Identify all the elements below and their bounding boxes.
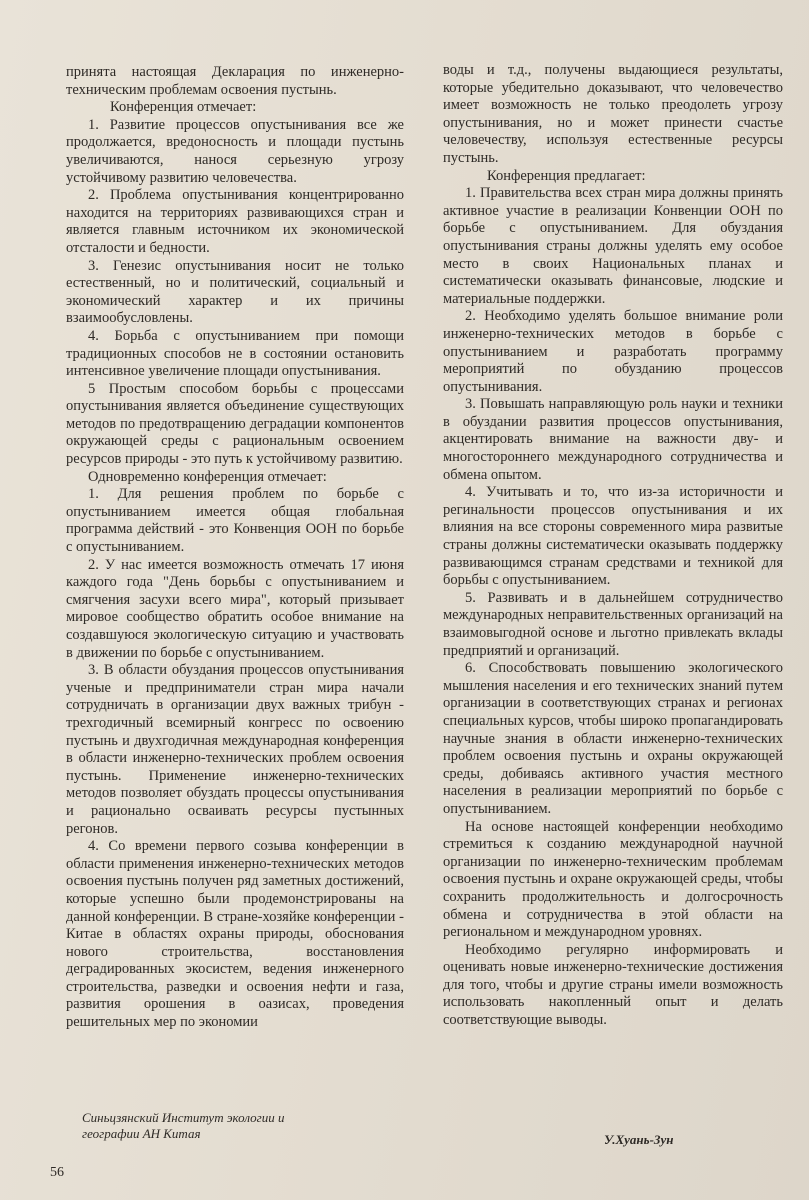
author-affiliation <box>82 1110 382 1142</box>
section-heading: Конференция отмечает: <box>110 99 257 116</box>
section-heading: Конференция предлагает: <box>487 167 646 184</box>
left-text-column <box>66 64 404 1032</box>
paragraph: 1. Для решения проблем по борьбе с опустыниванием имеется общая глобальная программа действий - это Конвенция ООН по борьбе с опустыниванием. <box>66 486 404 556</box>
paragraph: воды и т.д., получены выдающиеся результаты, которые убедительно доказывают, что человечество имеет возможность не только преодолеть угрозу опустынивания, но и может принести счастье человечеству, используя естественные ресурсы пустынь. <box>443 62 783 166</box>
paragraph: Необходимо регулярно информировать и оценивать новые инженерно-технические достижения для того, чтобы и другие страны имели возможность использовать накопленный опыт и делать соответствующие выводы. <box>443 941 783 1029</box>
paragraph: 3. В области обуздания процессов опустынивания ученые и предприниматели стран мира начали сотрудничать в организации двух важных трибун - трехгодичный всемирный конгресс по освоению пустынь и двухгодичная международная конференция в области инженерно-технических проблем освоения пустынь. Применение инженерно-технических методов позволяет обуздать процессы опустынивания и рационально осваивать ресурсы пустынных регонов. <box>66 662 404 837</box>
right-text-column <box>443 62 783 1030</box>
paragraph: 2. Необходимо уделять большое внимание роли инженерно-технических методов в борьбе с опустыниванием и разработать программу мероприятий по обузданию процессов опустынивания. <box>443 308 783 395</box>
paragraph: 5 Простым способом борьбы с процессами опустынивания является объединение существующих методов по предотвращению деградации компонентов окружающей среды с рациональным освоением ресурсов природы - это путь к устойчивому развитию. <box>66 380 404 468</box>
paragraph: 6. Способствовать повышению экологического мышления населения и его технических знаний путем организации в соответствующих странах и регионах специальных курсов, чтобы широко пропагандировать научные знания в области инженерно-технических проблем освоения пустынь и охраны окружающей среды, добиваясь активного участия местного населения в реализации мероприятий по борьбе с опустыниванием. <box>443 660 783 817</box>
paragraph: 3. Повышать направляющую роль науки и техники в обуздании развития процессов опустынивания, акцентировать внимание на важности дву- и многостороннего международного сотрудничества и обмена опытом. <box>443 396 783 483</box>
paragraph: 5. Развивать и в дальнейшем сотрудничество международных неправительственных организаций на взаимовыгодной основе и льготно привлекать вклады предприятий и организаций. <box>443 589 783 659</box>
affiliation-line: географии АН Китая <box>82 1126 201 1141</box>
paragraph: 2. У нас имеется возможность отмечать 17 июня каждого года "День борьбы с опустыниванием и смягчения засухи всего мира", который призывает мировое сообщество обратить особое внимание на создавшуюся экологическую ситуацию и участвовать в движении по борьбе с опустыниванием. <box>66 556 404 661</box>
section-heading: Одновременно конференция отмечает: <box>88 468 327 485</box>
paragraph: 4. Учитывать и то, что из-за историчности и регинальности процессов опустынивания и их влияния на все стороны современного мира развитые страны должны систематически оказывать поддержку развивающимся странам средствами и техникой для борьбы с опустыниванием. <box>443 484 783 589</box>
paragraph: 1. Правительства всех стран мира должны принять активное участие в реализации Конвенции ООН по борьбе с опустыниванием. Для обуздания опустынивания страны должны уделять ему особое место в своих Национальных планах и систематически оказывать финансовые, людские и материальные поддержки. <box>443 185 783 307</box>
paragraph: На основе настоящей конференции необходимо стремиться к созданию международной научной организации по инженерно-техническим проблемам освоения пустынь и охране окружающей среды, чтобы сохранить продолжительность и долгосрочность обмена и сотрудничества в этой области на региональном и международном уровнях. <box>443 818 783 941</box>
paragraph: 2. Проблема опустынивания концентрированно находится на территориях развивающихся стран и является главным источником их экономической отсталости и бедности. <box>66 187 404 256</box>
page-number: 56 <box>50 1165 64 1180</box>
paragraph: 4. Борьба с опустыниванием при помощи традиционных способов не в состоянии остановить интенсивное увеличение площади опустынивания. <box>66 327 404 380</box>
paragraph: 4. Со времени первого созыва конференции в области применения инженерно-технических методов освоения пустынь получен ряд заметных достижений, которые успешно были продемонстрированы на данной конференции. В стране-хозяйке конференции - Китае в областях охраны природы, обоснования нового строительства, восстановления деградированных экосистем, ведения инженерного строительства, разведки и освоения нефти и газа, развития орошения в оазисах, проведения решительных мер по экономии <box>66 838 404 1031</box>
paragraph: 3. Генезис опустынивания носит не только естественный, но и политический, социальный и экономический характер и их причины взаимообусловлены. <box>66 257 404 327</box>
paragraph: принята настоящая Декларация по инженерно-техническим проблемам освоения пустынь. <box>66 64 404 98</box>
paragraph: 1. Развитие процессов опустынивания все же продолжается, вредоносность и площади пустынь увеличиваются, нанося серьезную угрозу устойчивому развитию человечества. <box>66 116 404 186</box>
author-name: У.Хуань-Зун <box>604 1132 674 1147</box>
affiliation-line: Синьцзянский Институт экологии и <box>82 1110 285 1125</box>
